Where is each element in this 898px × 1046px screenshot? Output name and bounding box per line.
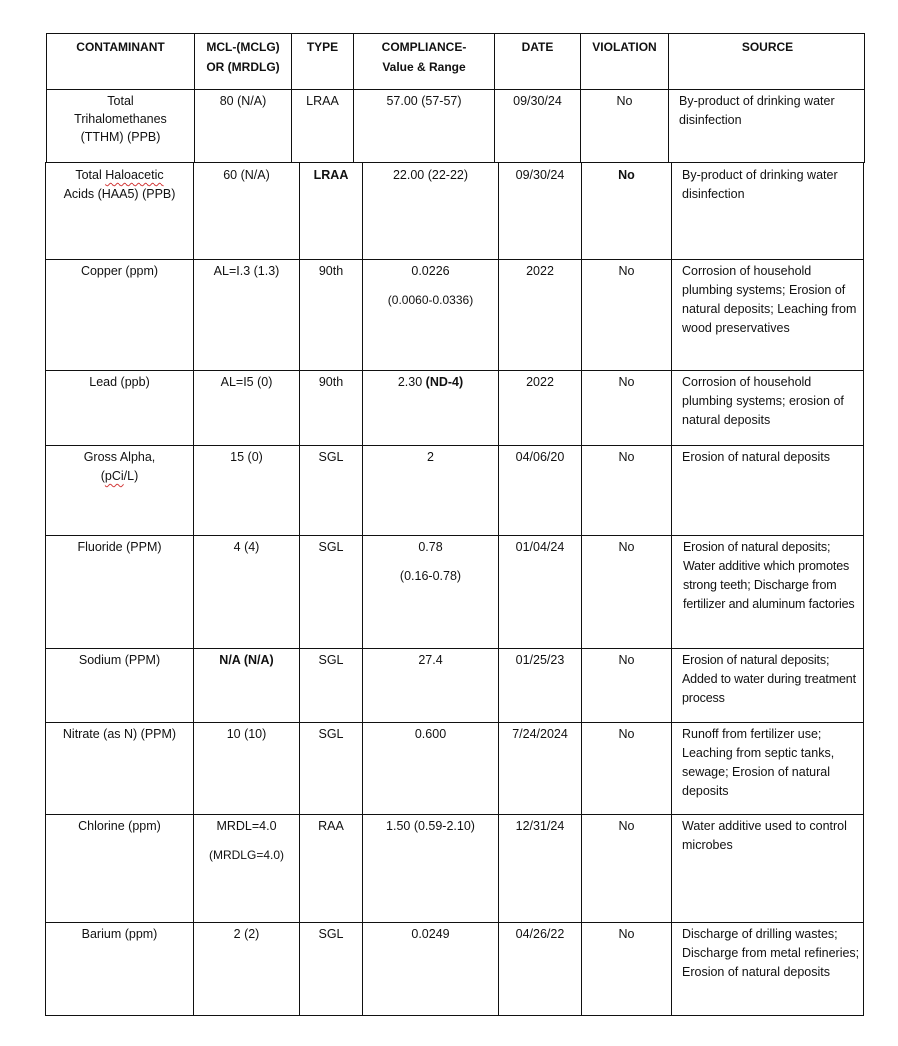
mcl-cell: 15 (0) bbox=[194, 445, 300, 535]
compliance-cell: 57.00 (57-57) bbox=[354, 89, 495, 162]
type-cell: RAA bbox=[300, 814, 363, 922]
type-cell: SGL bbox=[300, 922, 363, 1015]
source-cell: Runoff from fertilizer use; Leaching from septic tanks, sewage; Erosion of natural deposits bbox=[682, 727, 835, 798]
contaminant-cell: Chlorine (ppm) bbox=[46, 814, 194, 922]
date-cell: 09/30/24 bbox=[495, 89, 581, 162]
spellcheck-word: Haloacetic bbox=[105, 168, 164, 182]
header-source: SOURCE bbox=[741, 40, 794, 54]
source-cell: Erosion of natural deposits bbox=[682, 450, 831, 464]
date-cell: 7/24/2024 bbox=[499, 722, 582, 814]
table-row-copper bbox=[45, 259, 864, 371]
contaminant-line2: (pCi/L) bbox=[100, 469, 139, 483]
table-row-chlorine bbox=[45, 814, 864, 923]
violation-cell: No bbox=[582, 535, 672, 648]
contaminant-line2: Acids (HAA5) (PPB) bbox=[63, 187, 176, 201]
violation-cell: No bbox=[582, 259, 672, 370]
table-row-nitrate bbox=[45, 722, 864, 815]
header-violation: VIOLATION bbox=[581, 34, 669, 89]
header-row bbox=[46, 33, 865, 90]
type-cell: LRAA bbox=[292, 89, 354, 162]
source-cell: Corrosion of household plumbing systems; Erosion of natural deposits; Leaching from wood preservatives bbox=[682, 264, 857, 335]
date-cell: 12/31/24 bbox=[499, 814, 582, 922]
date-cell: 04/26/22 bbox=[499, 922, 582, 1015]
compliance-value: 0.78 bbox=[418, 540, 443, 554]
date-cell: 2022 bbox=[499, 370, 582, 445]
date-cell: 04/06/20 bbox=[499, 445, 582, 535]
header-mcl bbox=[195, 34, 292, 89]
mcl-goal: (MRDLG=4.0) bbox=[208, 848, 285, 862]
header-contaminant: CONTAMINANT bbox=[47, 34, 195, 89]
type-cell: LRAA bbox=[300, 163, 363, 259]
mcl-value: MRDL=4.0 bbox=[216, 819, 277, 833]
type-cell: SGL bbox=[300, 722, 363, 814]
compliance-cell: 22.00 (22-22) bbox=[363, 163, 499, 259]
type-cell: 90th bbox=[300, 370, 363, 445]
contaminant-line3: (TTHM) (PPB) bbox=[80, 130, 161, 144]
table-row-barium bbox=[45, 922, 864, 1016]
type-cell: SGL bbox=[300, 535, 363, 648]
violation-cell: No bbox=[582, 922, 672, 1015]
date-cell: 01/04/24 bbox=[499, 535, 582, 648]
header-type: TYPE bbox=[292, 34, 354, 89]
contaminant-cell: Lead (ppb) bbox=[46, 370, 194, 445]
compliance-range: (0.0060-0.0336) bbox=[387, 293, 474, 307]
source-cell: Water additive used to control microbes bbox=[682, 819, 847, 852]
contaminant-cell: Copper (ppm) bbox=[46, 259, 194, 370]
compliance-cell: 2 bbox=[363, 445, 499, 535]
contaminant-cell bbox=[47, 89, 195, 162]
compliance-cell: 1.50 (0.59-2.10) bbox=[363, 814, 499, 922]
contaminant-cell: Nitrate (as N) (PPM) bbox=[46, 722, 194, 814]
compliance-cell: 27.4 bbox=[363, 648, 499, 722]
date-cell: 09/30/24 bbox=[499, 163, 582, 259]
mcl-cell: 4 (4) bbox=[194, 535, 300, 648]
mcl-cell: 80 (N/A) bbox=[195, 89, 292, 162]
source-cell: Corrosion of household plumbing systems; erosion of natural deposits bbox=[682, 375, 844, 427]
date-cell: 2022 bbox=[499, 259, 582, 370]
spellcheck-word: pCi bbox=[104, 469, 124, 483]
violation-cell: No bbox=[582, 648, 672, 722]
contaminant-cell: Fluoride (PPM) bbox=[46, 535, 194, 648]
compliance-cell bbox=[363, 535, 499, 648]
table-row-haa5 bbox=[45, 162, 864, 260]
date-cell: 01/25/23 bbox=[499, 648, 582, 722]
contaminant-cell: Barium (ppm) bbox=[46, 922, 194, 1015]
violation-cell: No bbox=[582, 370, 672, 445]
mcl-cell: N/A (N/A) bbox=[194, 648, 300, 722]
type-cell: SGL bbox=[300, 648, 363, 722]
violation-cell: No bbox=[581, 89, 669, 162]
header-date: DATE bbox=[495, 34, 581, 89]
violation-cell: No bbox=[582, 445, 672, 535]
mcl-cell: AL=I5 (0) bbox=[194, 370, 300, 445]
mcl-cell: AL=I.3 (1.3) bbox=[194, 259, 300, 370]
contaminant-line1: Total bbox=[107, 94, 134, 108]
mcl-cell: 60 (N/A) bbox=[194, 163, 300, 259]
contaminant-cell bbox=[46, 445, 194, 535]
type-cell: 90th bbox=[300, 259, 363, 370]
mcl-cell: 2 (2) bbox=[194, 922, 300, 1015]
type-cell: SGL bbox=[300, 445, 363, 535]
table-row-lead bbox=[45, 370, 864, 446]
table-row-fluoride bbox=[45, 535, 864, 649]
contaminant-line1: Total Haloacetic bbox=[75, 168, 164, 182]
compliance-value: 0.0226 bbox=[411, 264, 450, 278]
compliance-cell bbox=[363, 370, 499, 445]
source-cell: Erosion of natural deposits; Added to water during treatment process bbox=[682, 653, 856, 705]
header-mcl-line2: OR (MRDLG) bbox=[206, 60, 280, 74]
compliance-cell: 0.600 bbox=[363, 722, 499, 814]
source-cell: By-product of drinking water disinfection bbox=[679, 94, 835, 127]
header-compliance bbox=[354, 34, 495, 89]
contaminant-line1: Gross Alpha, bbox=[83, 450, 156, 464]
compliance-value: 2.30 bbox=[397, 375, 426, 389]
source-cell: By-product of drinking water disinfection bbox=[682, 168, 838, 201]
mcl-cell: 10 (10) bbox=[194, 722, 300, 814]
source-cell: Discharge of drilling wastes; Discharge from metal refineries; Erosion of natural deposits bbox=[682, 927, 860, 979]
compliance-range: (0.16-0.78) bbox=[399, 569, 462, 583]
violation-cell: No bbox=[582, 163, 672, 259]
contaminant-cell bbox=[46, 163, 194, 259]
table-row-sodium bbox=[45, 648, 864, 723]
header-compliance-line1: COMPLIANCE- bbox=[381, 40, 467, 54]
contaminant-cell: Sodium (PPM) bbox=[46, 648, 194, 722]
source-cell: Erosion of natural deposits; Water additive which promotes strong teeth; Discharge from fertilizer and aluminum factories bbox=[683, 540, 855, 611]
mcl-cell bbox=[194, 814, 300, 922]
compliance-range: (ND-4) bbox=[425, 375, 464, 389]
table-row-tthm bbox=[46, 89, 865, 163]
header-mcl-line1: MCL-(MCLG) bbox=[206, 40, 280, 54]
header-compliance-line2: Value & Range bbox=[382, 60, 466, 74]
table-row-gross-alpha bbox=[45, 445, 864, 536]
compliance-cell bbox=[363, 259, 499, 370]
violation-cell: No bbox=[582, 722, 672, 814]
violation-cell: No bbox=[582, 814, 672, 922]
compliance-cell: 0.0249 bbox=[363, 922, 499, 1015]
contaminant-line2: Trihalomethanes bbox=[74, 112, 167, 126]
